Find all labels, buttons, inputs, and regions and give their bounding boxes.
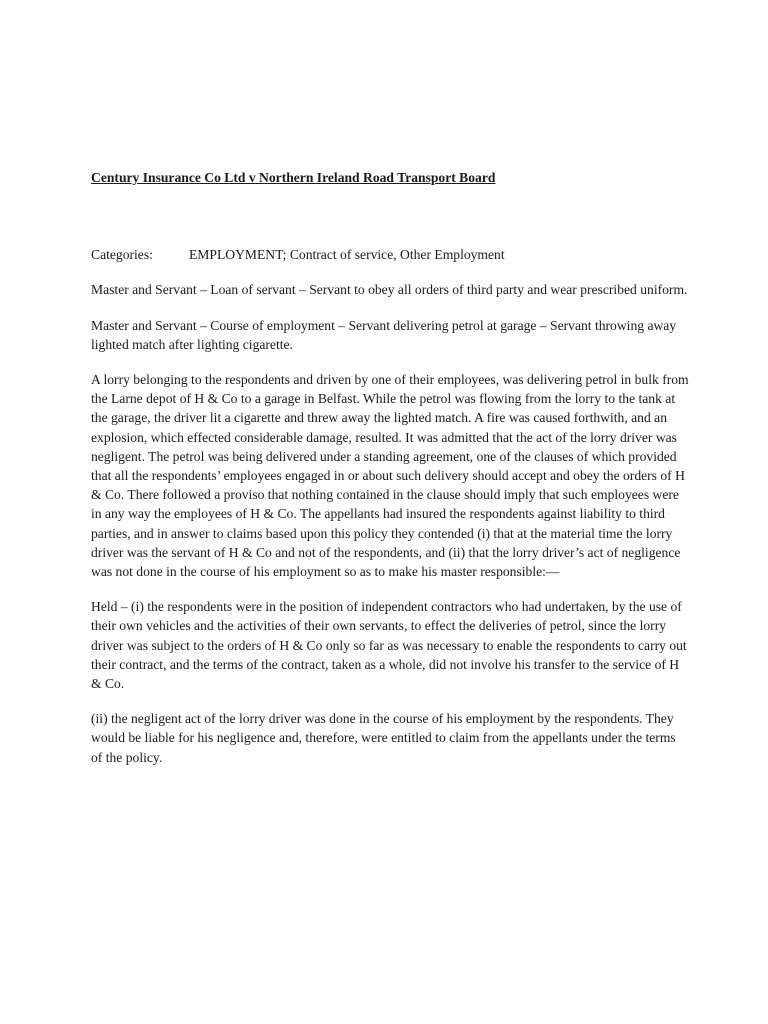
headnote-paragraph: Master and Servant – Course of employment – Servant delivering petrol at garage – Servant throwing away lighted match after lighting cigarette. [91, 317, 677, 352]
held-paragraph: (ii) the negligent act of the lorry driver was done in the course of his employment by the respondents. They would be liable for his negligence and, therefore, were entitled to claim from the appellants under the terms of the policy. [91, 711, 676, 765]
headnote-paragraph: Master and Servant – Loan of servant – Servant to obey all orders of third party and wear prescribed uniform. [91, 282, 688, 298]
held-paragraph: Held – (i) the respondents were in the position of independent contractors who had undertaken, by the use of their own vehicles and the activities of their own servants, to effect the deliveries of petrol, since the lorry driver was subject to the orders of H & Co only so far as was necessary to enable the respondents to carry out their contract, and the terms of the contract, taken as a whole, did not involve his transfer to the service of H & Co. [91, 599, 687, 692]
categories-row [91, 245, 689, 264]
categories-value: EMPLOYMENT; Contract of service, Other Employment [189, 247, 505, 263]
facts-paragraph: A lorry belonging to the respondents and driven by one of their employees, was delivering petrol in bulk from the Larne depot of H & Co to a garage in Belfast. While the petrol was flowing from the lorry to the tank at the garage, the driver lit a cigarette and threw away the lighted match. A fire was caused forthwith, and an explosion, which effected considerable damage, resulted. It was admitted that the act of the lorry driver was negligent. The petrol was being delivered under a standing agreement, one of the clauses of which provided that all the respondents’ employees engaged in or about such delivery should accept and obey the orders of H & Co. There followed a proviso that nothing contained in the clause should imply that such employees were in any way the employees of H & Co. The appellants had insured the respondents against liability to third parties, and in answer to claims based upon this policy they contended (i) that at the material time the lorry driver was the servant of H & Co and not of the respondents, and (ii) that the lorry driver’s act of negligence was not done in the course of his employment so as to make his master responsible:— [91, 372, 689, 580]
categories-label: Categories: [91, 247, 153, 263]
case-title: Century Insurance Co Ltd v Northern Ireland Road Transport Board [91, 170, 496, 185]
document-body [91, 168, 689, 783]
